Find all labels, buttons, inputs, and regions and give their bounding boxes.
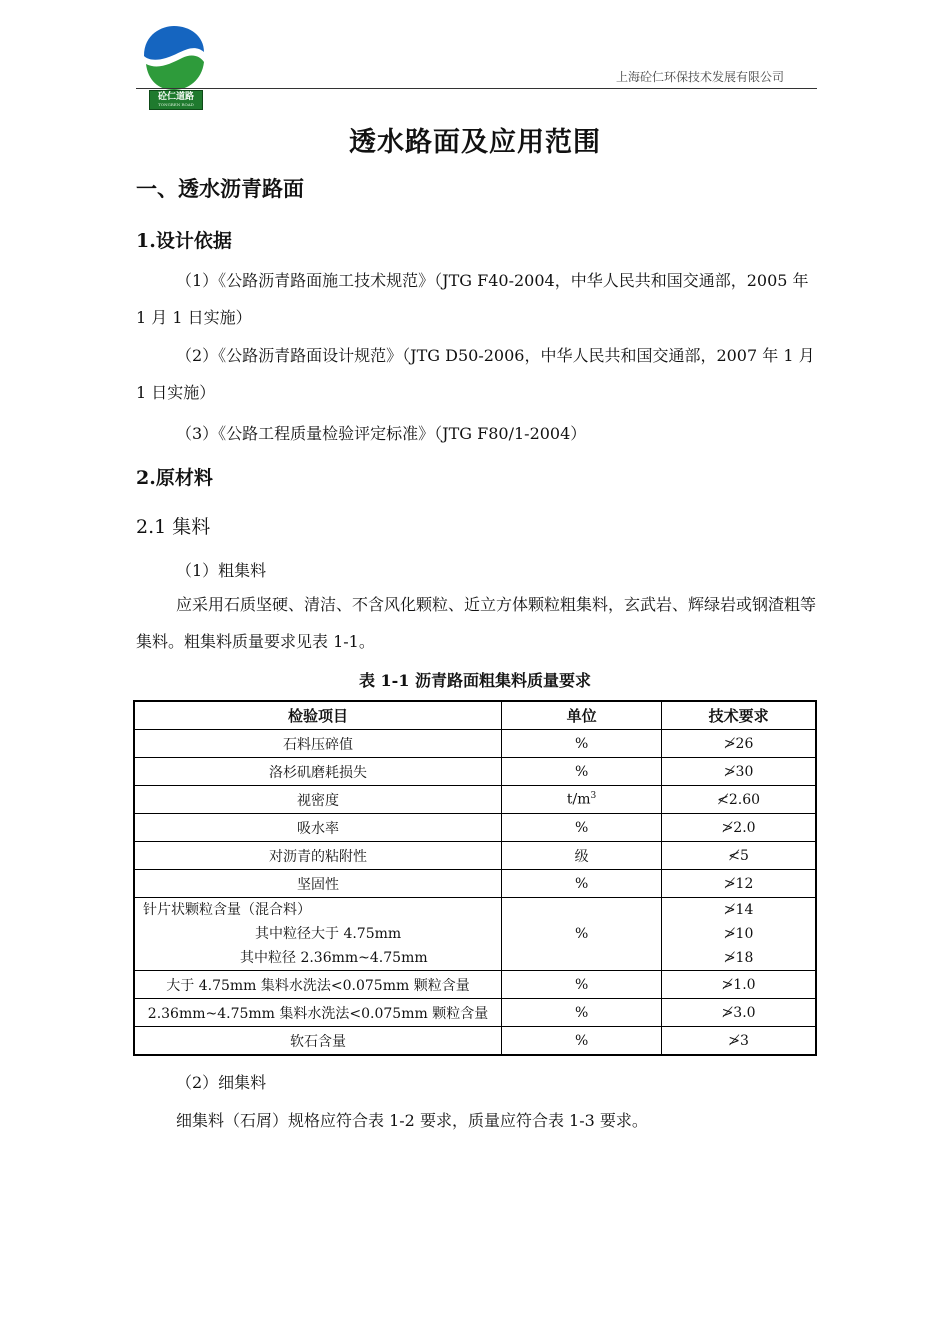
requirement-cell: ≯26 — [662, 730, 816, 758]
requirement-cell: ≯3.0 — [662, 999, 816, 1027]
subsection-design-basis: 1.设计依据 — [136, 230, 232, 252]
coarse-aggregate-heading: （1）粗集料 — [176, 561, 267, 580]
unit-superscript: 3 — [590, 791, 597, 802]
unit-text: t/m — [566, 791, 591, 808]
item-cell: 大于 4.75mm 集料水洗法<0.075mm 颗粒含量 — [134, 971, 502, 999]
subsection-materials: 2.原材料 — [136, 467, 213, 489]
requirement-line: ≯10 — [723, 926, 754, 942]
table-row — [134, 1027, 816, 1056]
company-logo — [140, 24, 208, 112]
logo-plate — [149, 90, 203, 110]
unit-cell: % — [502, 730, 662, 758]
table-caption: 表 1-1 沥青路面粗集料质量要求 — [358, 671, 592, 690]
requirement-line: ≯18 — [723, 950, 754, 966]
document-title: 透水路面及应用范围 — [349, 127, 601, 158]
unit-cell: 级 — [502, 842, 662, 870]
item-cell: 吸水率 — [134, 814, 502, 842]
item-cell-multiline — [134, 898, 502, 971]
item-cell: 2.36mm~4.75mm 集料水洗法<0.075mm 颗粒含量 — [134, 999, 502, 1027]
item-line: 其中粒径 2.36mm~4.75mm — [240, 950, 428, 966]
table-row — [134, 786, 816, 814]
coarse-aggregate-text: 应采用石质坚硬、清洁、不含风化颗粒、近立方体颗粒粗集料，玄武岩、辉绿岩或钢渣粗等集料。粗集料质量要求见表 1-1。 — [136, 595, 817, 651]
table-row — [134, 898, 816, 971]
unit-cell: % — [502, 758, 662, 786]
logo-text-en: TONGREN ROAD — [158, 102, 194, 107]
item-line: 针片状颗粒含量（混合料） — [143, 902, 311, 918]
unit-cell: % — [502, 971, 662, 999]
header-divider — [136, 88, 817, 89]
table-header-cell: 检验项目 — [134, 701, 502, 730]
requirement-cell: ≯30 — [662, 758, 816, 786]
unit-cell: % — [502, 814, 662, 842]
requirement-cell: ≯3 — [662, 1027, 816, 1056]
table-row — [134, 971, 816, 999]
requirement-cell: ≮2.60 — [662, 786, 816, 814]
table-header-cell: 单位 — [502, 701, 662, 730]
reference-2: （2）《公路沥青路面设计规范》（JTG D50-2006，中华人民共和国交通部，2007 年 1 月 1 日实施） — [136, 346, 815, 402]
logo-text-cn: 砼仁道路 — [157, 92, 194, 102]
requirement-cell-multiline — [662, 898, 816, 971]
fine-aggregate-text: 细集料（石屑）规格应符合表 1-2 要求，质量应符合表 1-3 要求。 — [176, 1111, 648, 1130]
unit-cell: % — [502, 870, 662, 898]
table-row — [134, 730, 816, 758]
unit-cell: % — [502, 898, 662, 971]
unit-cell: % — [502, 999, 662, 1027]
requirement-cell: ≯12 — [662, 870, 816, 898]
table-row — [134, 814, 816, 842]
table-row — [134, 842, 816, 870]
table-row — [134, 999, 816, 1027]
table-header-row — [134, 701, 816, 730]
item-cell: 软石含量 — [134, 1027, 502, 1056]
section-heading: 一、透水沥青路面 — [136, 176, 304, 201]
table-row — [134, 870, 816, 898]
item-cell: 石料压碎值 — [134, 730, 502, 758]
unit-cell — [502, 786, 662, 814]
table-row — [134, 758, 816, 786]
requirement-cell: ≯1.0 — [662, 971, 816, 999]
item-cell: 坚固性 — [134, 870, 502, 898]
reference-1: （1）《公路沥青路面施工技术规范》（JTG F40-2004，中华人民共和国交通部，2005 年 1 月 1 日实施） — [136, 271, 809, 327]
unit-cell: % — [502, 1027, 662, 1056]
reference-3: （3）《公路工程质量检验评定标准》（JTG F80/1-2004） — [176, 424, 587, 443]
requirement-line: ≯14 — [723, 902, 754, 918]
fine-aggregate-heading: （2）细集料 — [176, 1073, 267, 1092]
requirement-cell: ≮5 — [662, 842, 816, 870]
item-cell: 对沥青的粘附性 — [134, 842, 502, 870]
coarse-aggregate-quality-table — [133, 700, 817, 1056]
item-cell: 洛杉矶磨耗损失 — [134, 758, 502, 786]
subsection-aggregate: 2.1 集料 — [136, 516, 211, 538]
requirement-cell: ≯2.0 — [662, 814, 816, 842]
item-line: 其中粒径大于 4.75mm — [255, 926, 402, 942]
item-cell: 视密度 — [134, 786, 502, 814]
logo-emblem-icon — [140, 24, 208, 94]
table-header-cell: 技术要求 — [662, 701, 816, 730]
company-name: 上海砼仁环保技术发展有限公司 — [615, 70, 784, 84]
